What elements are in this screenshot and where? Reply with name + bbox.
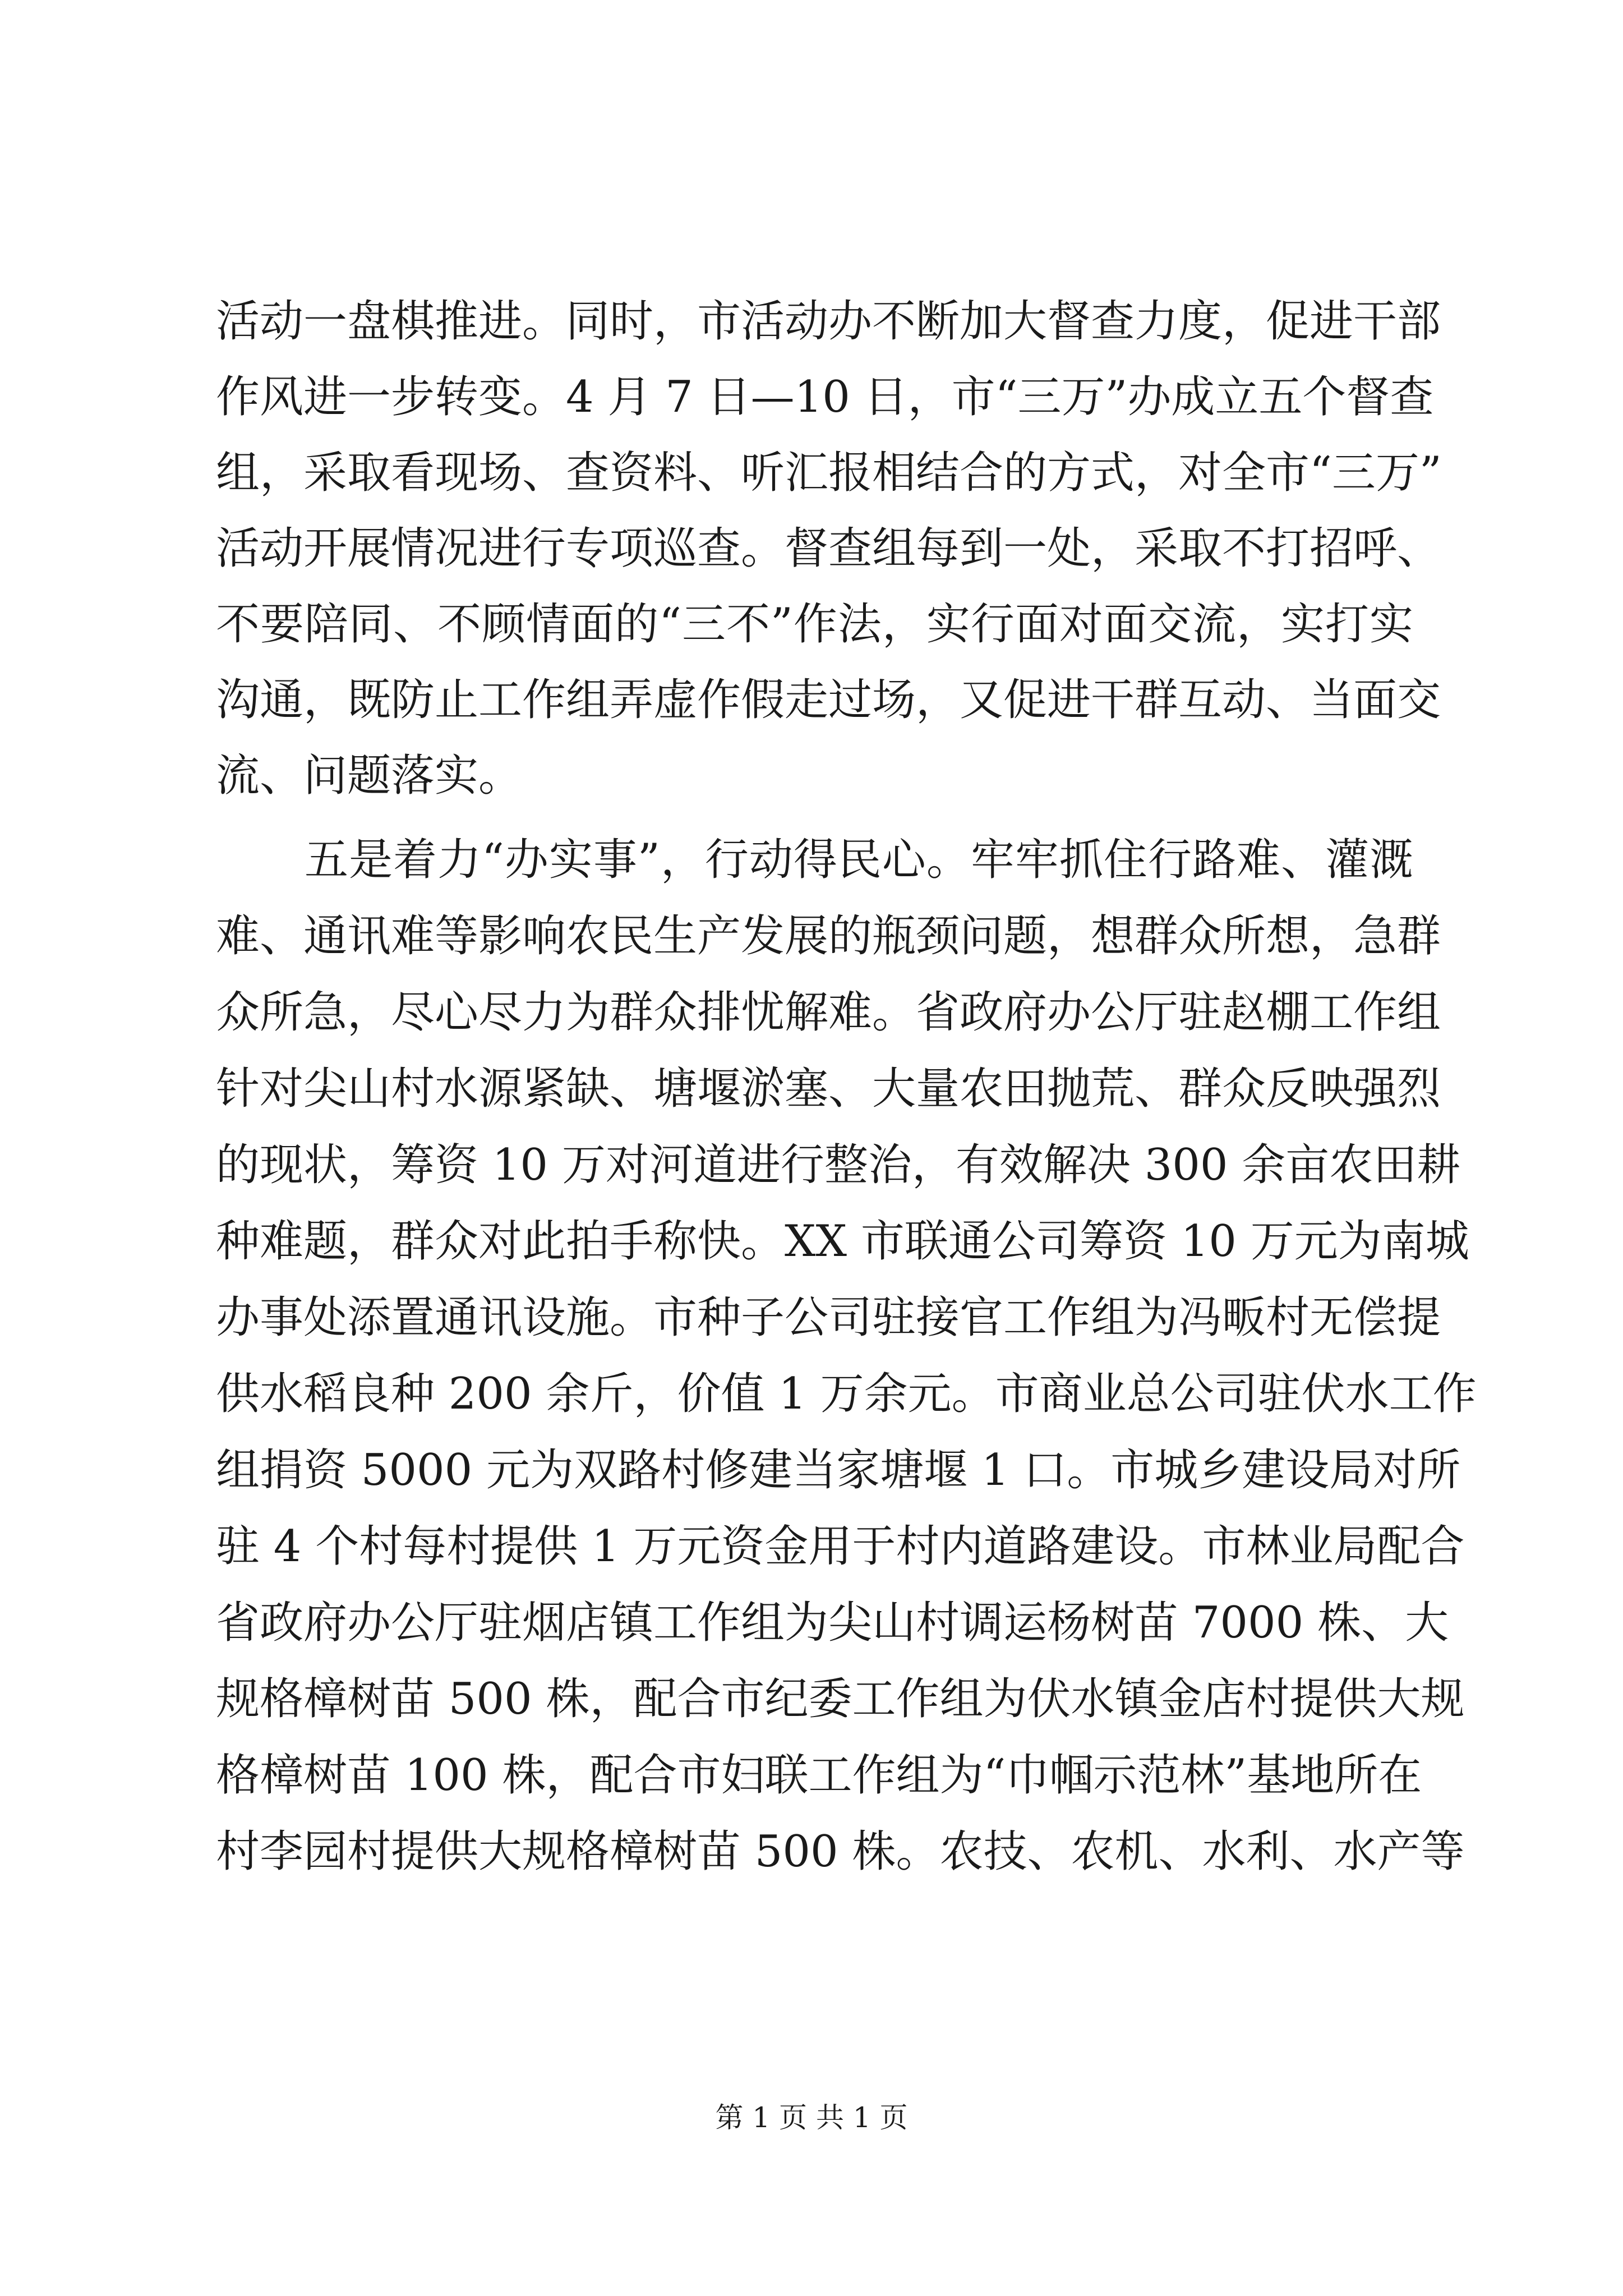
text-line: 组捐资 5000 元为双路村修建当家塘堰 1 口。市城乡建设局对所 <box>216 1445 1461 1496</box>
text-line: 村李园村提供大规格樟树苗 500 株。农技、农机、水利、水产等 <box>216 1826 1465 1877</box>
text-line: 驻 4 个村每村提供 1 万元资金用于村内道路建设。市林业局配合 <box>216 1521 1465 1572</box>
text-line: 流、问题落实。 <box>216 751 523 801</box>
page-footer <box>0 2098 1623 2137</box>
page-number-label: 第 1 页 共 1 页 <box>715 2101 908 2134</box>
text-line: 办事处添置通讯设施。市种子公司驻接官工作组为冯畈村无偿提 <box>216 1292 1441 1343</box>
text-line: 组，采取看现场、查资料、听汇报相结合的方式，对全市“三万” <box>216 448 1442 498</box>
text-line: 沟通，既防止工作组弄虚作假走过场，又促进干群互动、当面交 <box>216 675 1441 725</box>
text-line: 活动一盘棋推进。同时，市活动办不断加大督查力度，促进干部 <box>216 296 1441 347</box>
text-line <box>216 1901 1413 1955</box>
text-line: 规格樟树苗 500 株，配合市纪委工作组为伏水镇金店村提供大规 <box>216 1674 1465 1724</box>
text-line: 供水稻良种 200 余斤，价值 1 万余元。市商业总公司驻伏水工作 <box>216 1369 1477 1419</box>
text-line: 不要陪同、不顾情面的“三不”作法，实行面对面交流，实打实 <box>216 599 1413 650</box>
text-line: 作风进一步转变。4 月 7 日—10 日，市“三万”办成立五个督查 <box>216 372 1434 422</box>
text-line: 格樟树苗 100 株，配合市妇联工作组为“巾帼示范林”基地所在 <box>216 1750 1422 1801</box>
text-line: 的现状，筹资 10 万对河道进行整治，有效解决 300 余亩农田耕 <box>216 1140 1461 1190</box>
text-line: 活动开展情况进行专项巡查。督查组每到一处，采取不打招呼、 <box>216 523 1441 574</box>
text-line: 种难题，群众对此拍手称快。XX 市联通公司筹资 10 万元为南城 <box>216 1216 1469 1267</box>
text-line: 众所急，尽心尽力为群众排忧解难。省政府办公厅驻赵棚工作组 <box>216 987 1441 1038</box>
text-line: 难、通讯难等影响农民生产发展的瓶颈问题，想群众所想，急群 <box>216 911 1441 961</box>
text-line: 五是着力“办实事”，行动得民心。牢牢抓住行路难、灌溉 <box>305 835 1413 885</box>
text-line: 针对尖山村水源紧缺、塘堰淤塞、大量农田抛荒、群众反映强烈 <box>216 1064 1441 1114</box>
text-line: 省政府办公厅驻烟店镇工作组为尖山村调运杨树苗 7000 株、大 <box>216 1598 1449 1648</box>
